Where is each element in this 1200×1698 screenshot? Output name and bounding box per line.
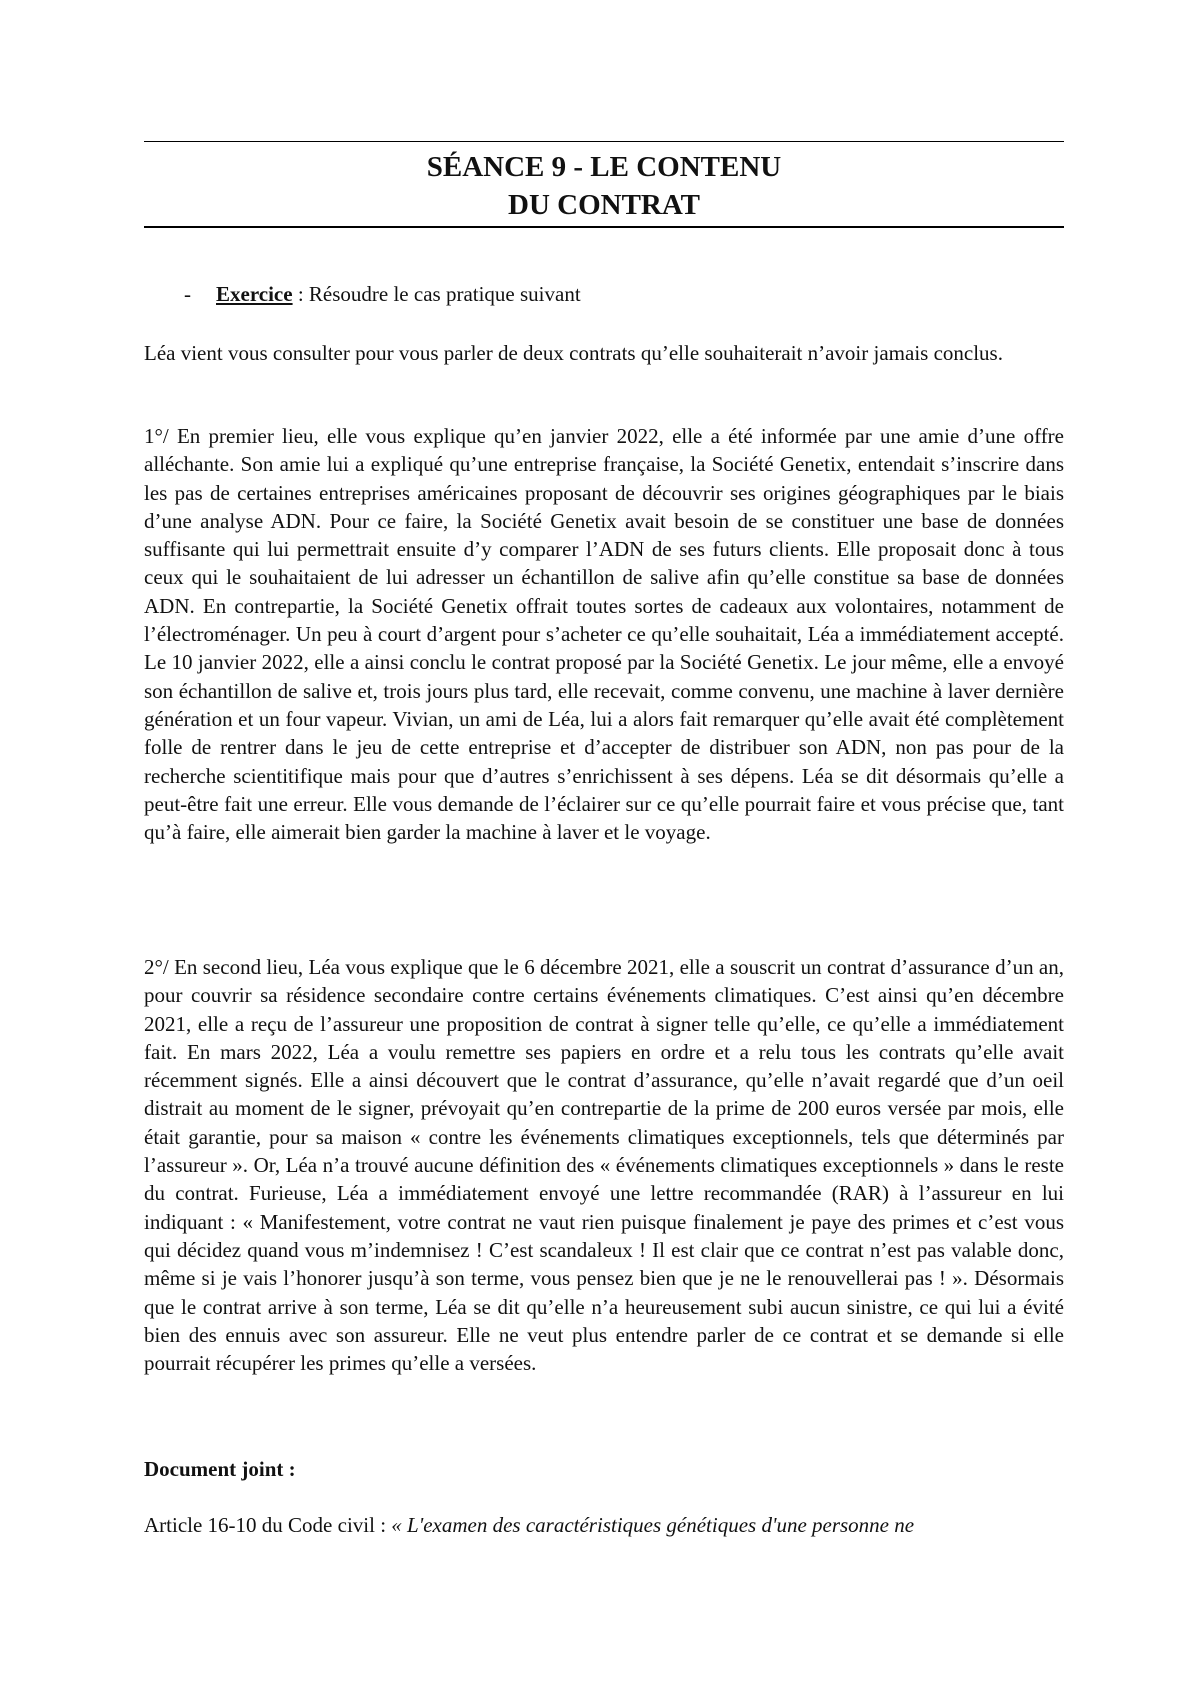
page-title-line-1: SÉANCE 9 - LE CONTENU bbox=[426, 151, 782, 183]
intro-paragraph-text: Léa vient vous consulter pour vous parler de deux contrats qu’elle souhaiterait n’avoir jamais conclus. bbox=[144, 341, 1003, 365]
bullet-dash: - bbox=[184, 282, 191, 306]
first-case-paragraph-text: 1°/ En premier lieu, elle vous explique qu’en janvier 2022, elle a été informée par une amie d’une offre alléchante. Son amie lui a expliqué qu’une entreprise française, la Société Genetix, entendait s’inscrire dans les pas de certaines entreprises américaines proposant de découvrir ses origines géographiques par le biais d’une analyse ADN. Pour ce faire, la Société Genetix avait besoin de se constituer une base de données suffisante qui lui permettrait ensuite d’y comparer l’ADN de ses futurs clients. Elle proposait donc à tous ceux qui le souhaitaient de lui adresser un échantillon de salive afin qu’elle constitue sa base de données ADN. En contrepartie, la Société Genetix offrait toutes sortes de cadeaux aux volontaires, notamment de l’électroménager. Un peu à court d’argent pour s’acheter ce qu’elle souhaitait, Léa a immédiatement accepté. Le 10 janvier 2022, elle a ainsi conclu le contrat proposé par la Société Genetix. Le jour même, elle a envoyé son échantillon de salive et, trois jours plus tard, elle recevait, comme convenu, une machine à laver dernière génération et un four vapeur. Vivian, un ami de Léa, lui a alors fait remarquer qu’elle avait été complètement folle de rentrer dans le jeu de cette entreprise et d’accepter de distribuer son ADN, non pas pour de la recherche scientitifique mais pour que d’autres s’enrichissent à ses dépens. Léa se dit désormais qu’elle a peut-être fait une erreur. Elle vous demande de l’éclairer sur ce qu’elle pourrait faire et vous précise que, tant qu’à faire, elle aimerait bien garder la machine à laver et le voyage. bbox=[144, 424, 1064, 845]
second-case-paragraph bbox=[144, 953, 1064, 1377]
page-title-line-2: DU CONTRAT bbox=[508, 189, 700, 221]
exercise-item bbox=[184, 280, 581, 308]
title-block bbox=[144, 141, 1064, 228]
intro-paragraph bbox=[144, 339, 1064, 367]
article-label: Article 16-10 du Code civil : bbox=[144, 1513, 392, 1537]
exercise-label: Exercice bbox=[216, 282, 293, 306]
first-case-paragraph bbox=[144, 422, 1064, 846]
attached-document-heading: Document joint : bbox=[144, 1457, 296, 1481]
article-citation bbox=[144, 1511, 914, 1539]
article-quote: « L'examen des caractéristiques génétiques d'une personne ne bbox=[391, 1513, 915, 1537]
second-case-paragraph-text: 2°/ En second lieu, Léa vous explique que le 6 décembre 2021, elle a souscrit un contrat d’assurance d’un an, pour couvrir sa résidence secondaire contre certains événements climatiques. C’est ainsi qu’en décembre 2021, elle a reçu de l’assureur une proposition de contrat à signer telle qu’elle, ce qu’elle a immédiatement fait. En mars 2022, Léa a voulu remettre ses papiers en ordre et a relu tous les contrats qu’elle avait récemment signés. Elle a ainsi découvert que le contrat d’assurance, qu’elle n’avait regardé que d’un oeil distrait au moment de le signer, prévoyait qu’en contrepartie de la prime de 200 euros versée par mois, elle était garantie, pour sa maison « contre les événements climatiques exceptionnels, tels que déterminés par l’assureur ». Or, Léa n’a trouvé aucune définition des « événements climatiques exceptionnels » dans le reste du contrat. Furieuse, Léa a immédiatement envoyé une lettre recommandée (RAR) à l’assureur en lui indiquant : « Manifestement, votre contrat ne vaut rien puisque finalement je paye des primes et c’est vous qui décidez quand vous m’indemnisez ! C’est scandaleux ! Il est clair que ce contrat n’est pas valable donc, même si je vais l’honorer jusqu’à son terme, vous pensez bien que je ne le renouvellerai pas ! ». Désormais que le contrat arrive à son terme, Léa se dit qu’elle n’a heureusement subi aucun sinistre, ce qui lui a évité bien des ennuis avec son assureur. Elle ne veut plus entendre parler de ce contrat et se demande si elle pourrait récupérer les primes qu’elle a versées. bbox=[144, 955, 1064, 1376]
exercise-instruction: : Résoudre le cas pratique suivant bbox=[292, 282, 581, 306]
